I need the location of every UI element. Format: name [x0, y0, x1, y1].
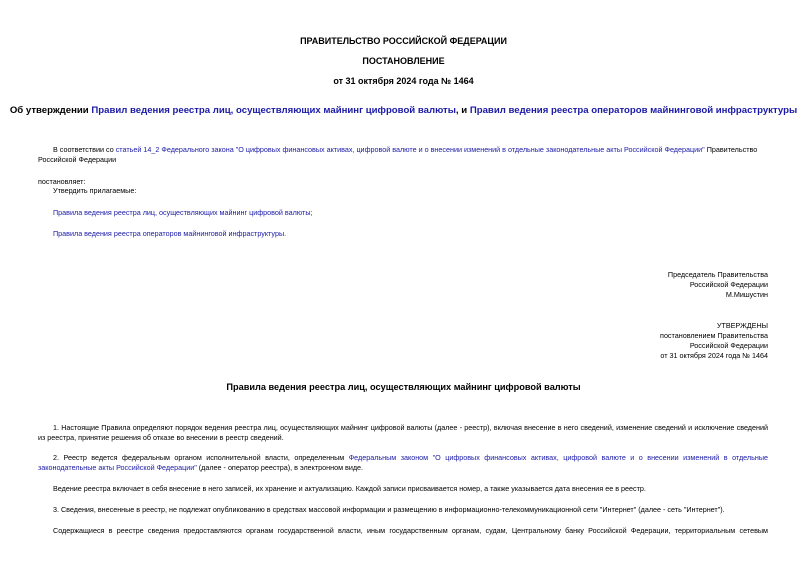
rules-title: Правила ведения реестра лиц, осуществляющих майнинг цифровой валюты — [226, 382, 581, 392]
document-type-heading: ПОСТАНОВЛЕНИЕ — [362, 56, 445, 66]
date-number-heading: от 31 октября 2024 года № 1464 — [333, 76, 474, 86]
item-operators-registry-rules-link[interactable]: Правила ведения реестра операторов майнинговой инфраструктуры. — [53, 229, 287, 238]
signature-position: Председатель Правительства — [667, 270, 768, 279]
p2-federal-law-link[interactable]: Федеральным законом "О цифровых финансовых активах, цифровой валюте и о внесении изменений в отдельные законодательные акты Российской Федерации" — [38, 453, 768, 472]
approved-by: постановлением Правительства — [660, 331, 768, 340]
preamble-paragraph — [38, 145, 768, 155]
title-prefix: Об утверждении — [9, 105, 92, 116]
rules-paragraph-4: 3. Сведения, внесенные в реестр, не подлежат опубликованию в средствах массовой информации и размещению в информационно-телекоммуникационной сети "Интернет" (далее - сеть "Интернет"). — [53, 505, 725, 514]
federal-law-link[interactable]: Федерального закона "О цифровых финансовых активах, цифровой валюте и о внесении изменений в отдельные законодательные акты Российской Федерации" — [161, 145, 705, 154]
preamble-post: Правительство — [704, 145, 758, 154]
item-miners-registry-rules-link[interactable]: Правила ведения реестра лиц, осуществляющих майнинг цифровой валюты; — [53, 208, 313, 217]
article-14-2-link[interactable]: статьей 14_2 — [115, 145, 160, 154]
approved-country: Российской Федерации — [689, 341, 768, 350]
p2-post: (далее - оператор реестра), в электронном виде. — [196, 463, 364, 472]
approved-label: УТВЕРЖДЕНЫ — [716, 321, 768, 330]
rules-paragraph-2 — [38, 453, 768, 473]
decrees-word: постановляет: — [38, 177, 86, 186]
rules-paragraph-3: Ведение реестра включает в себя внесение в него записей, их хранение и актуализацию. Каждой записи присваивается номер, а также указывается дата внесения ее в реестр. — [53, 484, 646, 493]
title-middle: , и — [455, 105, 470, 116]
document-title — [0, 105, 807, 116]
preamble-line2: Российской Федерации — [38, 155, 117, 164]
rules-paragraph-5: Содержащиеся в реестре сведения предоставляются органам государственной власти, иным государственным органам, судам, Центральному банку Российской Федерации, территориальным сетевым — [53, 526, 768, 535]
approved-date-number: от 31 октября 2024 года № 1464 — [660, 351, 768, 360]
government-heading: ПРАВИТЕЛЬСТВО РОССИЙСКОЙ ФЕДЕРАЦИИ — [300, 36, 507, 46]
p2-pre: 2. Реестр ведется федеральным органом исполнительной власти, определенным — [53, 453, 349, 462]
preamble-pre: В соответствии со — [53, 145, 116, 154]
title-link-miners-registry-rules[interactable]: Правил ведения реестра лиц, осуществляющих майнинг цифровой валюты — [91, 105, 456, 116]
signature-name: М.Мишустин — [725, 290, 768, 299]
rules-paragraph-1: 1. Настоящие Правила определяют порядок ведения реестра лиц, осуществляющих майнинг цифровой валюты (далее - реестр), включая внесение в него сведений, изменение сведений и исключение сведений из реестра, принятие решения об отказе во внесении в реестр сведений. — [38, 423, 768, 442]
approve-line: Утвердить прилагаемые: — [53, 186, 137, 195]
title-link-operators-registry-rules[interactable]: Правил ведения реестра операторов майнинговой инфраструктуры — [469, 105, 798, 116]
signature-country: Российской Федерации — [689, 280, 768, 289]
